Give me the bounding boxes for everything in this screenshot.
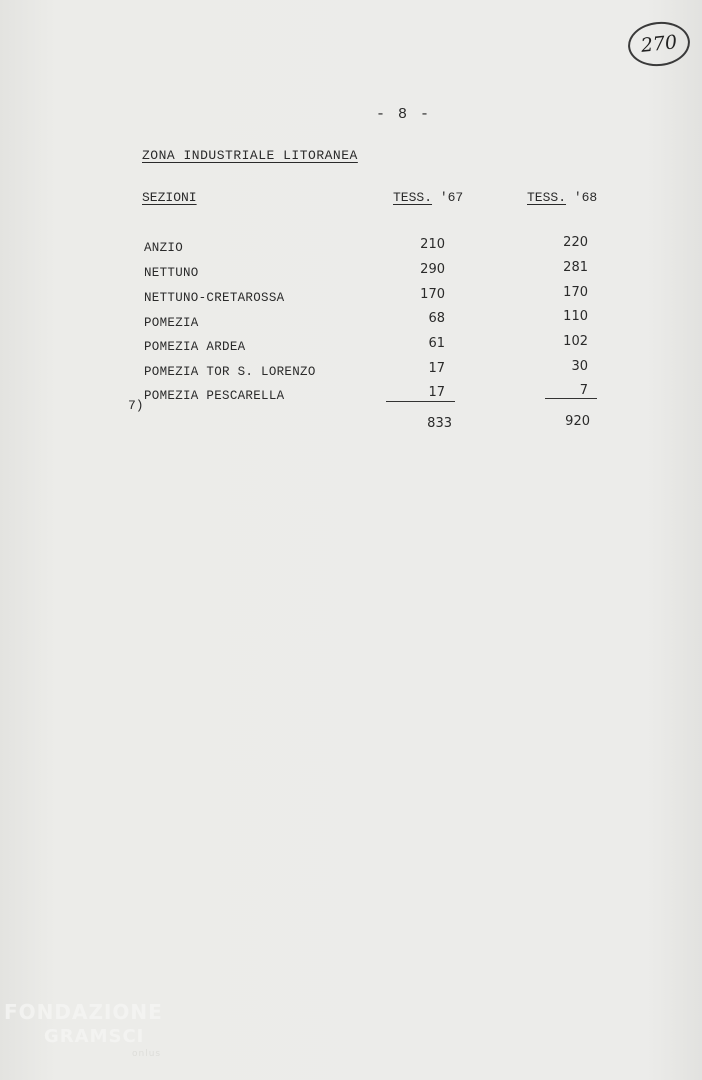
header-tess-68	[527, 190, 597, 205]
archive-number-stamp: 270	[626, 19, 692, 69]
row-tess-67: 68	[428, 311, 445, 326]
header-tess-68-year: '68	[566, 190, 598, 205]
table-row	[0, 383, 702, 413]
row-section-name: NETTUNO-CRETAROSSA	[144, 291, 285, 305]
table-row	[0, 334, 702, 360]
header-tess-67	[393, 190, 463, 205]
row-tess-67: 210	[420, 237, 445, 252]
watermark-line1: FONDAZIONE	[4, 1000, 163, 1024]
row-note-marker: 7)	[128, 398, 144, 413]
row-section-name: POMEZIA TOR S. LORENZO	[144, 365, 316, 379]
table-row	[0, 285, 702, 311]
row-tess-67: 61	[428, 336, 445, 351]
watermark-line2: GRAMSCI	[44, 1026, 145, 1047]
table-row	[0, 359, 702, 385]
row-tess-67: 17	[428, 385, 445, 400]
row-tess-68: 30	[571, 359, 588, 374]
row-section-name: NETTUNO	[144, 266, 199, 280]
header-sezioni	[142, 190, 197, 205]
table-row	[0, 235, 702, 261]
row-section-name: ANZIO	[144, 241, 184, 255]
totals-row	[0, 416, 702, 436]
header-tess-67-label: TESS.	[393, 190, 433, 205]
row-tess-68: 7	[579, 383, 588, 398]
row-section-name: POMEZIA PESCARELLA	[144, 389, 285, 403]
row-tess-67: 17	[428, 361, 445, 376]
row-tess-68: 102	[563, 334, 588, 349]
watermark-line3: onlus	[132, 1049, 162, 1059]
row-section-name: POMEZIA	[144, 316, 199, 330]
header-tess-68-label: TESS.	[527, 190, 567, 205]
row-tess-67: 290	[420, 262, 445, 277]
row-tess-68: 110	[563, 309, 588, 324]
total-tess-67: 833	[427, 416, 452, 431]
page-number: - 8 -	[376, 106, 432, 123]
row-tess-68: 281	[563, 260, 588, 275]
total-tess-68: 920	[565, 414, 590, 429]
row-tess-68: 170	[563, 285, 588, 300]
watermark-logo	[4, 1000, 184, 1059]
header-tess-67-year: '67	[432, 190, 464, 205]
row-tess-68: 220	[563, 235, 588, 250]
page-title: ZONA INDUSTRIALE LITORANEA	[142, 148, 358, 163]
row-tess-67: 170	[420, 287, 445, 302]
table-row	[0, 260, 702, 286]
row-section-name: POMEZIA ARDEA	[144, 340, 246, 354]
sum-rule-67	[386, 401, 455, 402]
sum-rule-68	[545, 398, 597, 399]
table-row	[0, 309, 702, 336]
header-sezioni-label: SEZIONI	[142, 190, 197, 205]
